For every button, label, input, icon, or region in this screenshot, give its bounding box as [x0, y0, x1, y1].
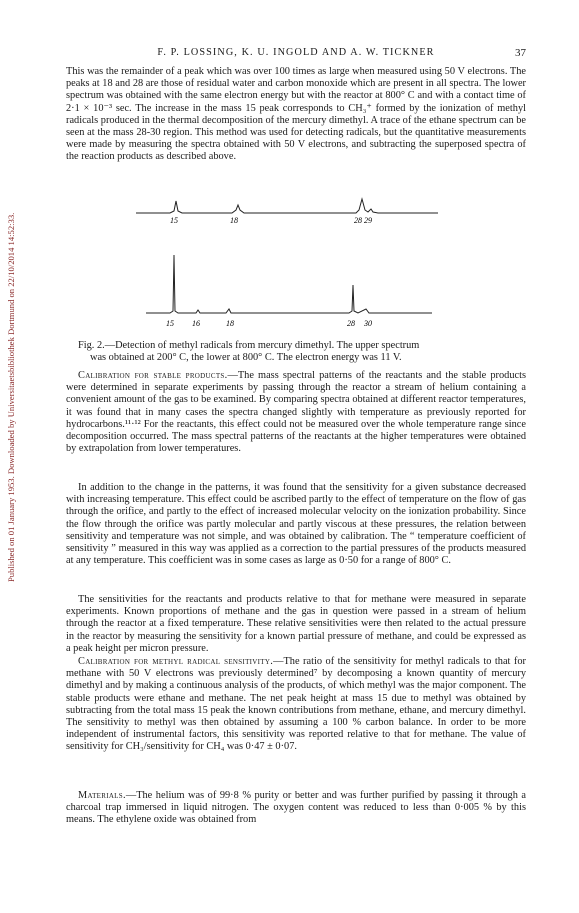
- paragraph-calibration-stable-body: —The mass spectral patterns of the reactants and the stable products were determined in separate experiments by passing through the reactor a stream of helium containing a convenient amount of the gas to be examined. By comparing spectra obtained at different reactor temperatures, it was found that in many cases the spectra changed slightly with temperature as previously reported for hydrocarbons.¹¹·¹² For the reactants, this effect could not be measured over the whole temperature range since decomposition occurred. The mass spectral patterns of the reactants at the higher temperatures were obtained by extrapolation from lower temperatures.: [66, 370, 526, 455]
- paragraph-calibration-stable: [66, 370, 526, 455]
- lower-spectrum-line: [146, 255, 432, 313]
- upper-label-28-29: 28 29: [354, 216, 372, 225]
- caption-line-2: was obtained at 200° C, the lower at 800° C. The electron energy was 11 V.: [90, 352, 402, 364]
- paragraph-materials: [66, 790, 526, 827]
- section-head-materials: Materials.: [78, 790, 126, 801]
- figure-2: [66, 195, 526, 345]
- mass-spectra-trace: [66, 195, 526, 345]
- paragraph-1: This was the remainder of a peak which was over 100 times as large when measured using 50 V electrons. The peaks at 18 and 28 are those of residual water and carbon monoxide which are present in all spectra. The lower spectrum was obtained with the same electron energy but with the reactor at 800° C and with a contact time of 2·1 × 10⁻³ sec. The increase in the mass 15 peak corresponds to CH₃⁺ formed by the ionization of methyl radicals produced in the thermal decomposition of the mercury dimethyl. A trace of the ethane spectrum can be seen at the mass 28-30 region. This method was used for detecting radicals, but the quantitative measurements were made by measuring the spectra obtained with 50 V electrons, and subtracting the superposed spectra of the reaction products as described above.: [66, 66, 526, 163]
- upper-label-15: 15: [170, 216, 178, 225]
- lower-label-16: 16: [192, 319, 200, 328]
- page-number: 37: [515, 47, 526, 59]
- paragraph-materials-body: —The helium was of 99·8 % purity or better and was further purified by passing it through a charcoal trap immersed in liquid nitrogen. The oxygen content was reduced to less than 0·005 % by this means. The ethylene oxide was obtained from: [66, 790, 526, 826]
- lower-label-18: 18: [226, 319, 234, 328]
- running-head-authors: F. P. LOSSING, K. U. INGOLD AND A. W. TICKNER: [157, 47, 435, 58]
- paragraph-calibration-methyl: [66, 656, 526, 754]
- paragraph-relative-sensitivities: The sensitivities for the reactants and products relative to that for methane were measured in separate experiments. Known proportions of methane and the gas in question were passed in a stream of helium through the reactor at a fixed temperature. These relative sensitivities were then related to the actual pressure in the reactor by measuring the sensitivity for a known partial pressure of methane, and could be expressed as a peak height per micron pressure.: [66, 594, 526, 654]
- section-head-calibration-stable: Calibration for stable products.: [78, 370, 228, 381]
- upper-spectrum-line: [136, 199, 438, 213]
- lower-label-15: 15: [166, 319, 174, 328]
- paragraph-sensitivity: In addition to the change in the patterns, it was found that the sensitivity for a given substance decreased with increasing temperature. This effect could be ascribed partly to the effect of temperature on the flow of gas through the orifice, and partly to the effect of increased molecular velocity on the ionization probability. Since the flow through the orifice was partly molecular and partly viscous at these pressures, the relation between sensitivity and temperature was not simple, and was obtained by calibration. The “ temperature coefficient of sensitivity ” measured in this way was applied as a correction to the partial pressures of the products measured at any temperature. This coefficient was in some cases as large as 0·50 for a range of 800° C.: [66, 482, 526, 567]
- lower-label-28: 28: [347, 319, 355, 328]
- caption-line-1: Fig. 2.—Detection of methyl radicals from mercury dimethyl. The upper spectrum: [78, 340, 420, 351]
- sidebar-text: Published on 01 January 1953. Downloaded by Universitaetsbibliothek Dortmund on 22/10/2014 14:52:33.: [6, 212, 16, 582]
- paragraph-calibration-methyl-body: —The ratio of the sensitivity for methyl radicals to that for methane with 50 V electrons was previously determined⁷ by decomposing a known quantity of mercury dimethyl and by making a continuous analysis of the products, of which methyl was the major component. The stable products were ethane and methane. The net peak height at mass 15 due to methyl was obtained by subtracting from the total mass 15 peak the known contributions from methane, ethane, and mercury dimethyl. The sensitivity to methyl was then obtained by assuming a 100 % carbon balance. In order to be more independent of instrumental factors, this sensitivity was reported relative to that for methane. The value of sensitivity for CH₃/sensitivity for CH₄ was 0·47 ± 0·07.: [66, 656, 526, 753]
- page-header: [66, 47, 526, 61]
- sidebar-publication-note: [4, 92, 18, 592]
- upper-label-18: 18: [230, 216, 238, 225]
- section-head-calibration-methyl: Calibration for methyl radical sensitivity.: [78, 656, 274, 667]
- figure-caption: [66, 340, 526, 364]
- lower-label-30: 30: [364, 319, 372, 328]
